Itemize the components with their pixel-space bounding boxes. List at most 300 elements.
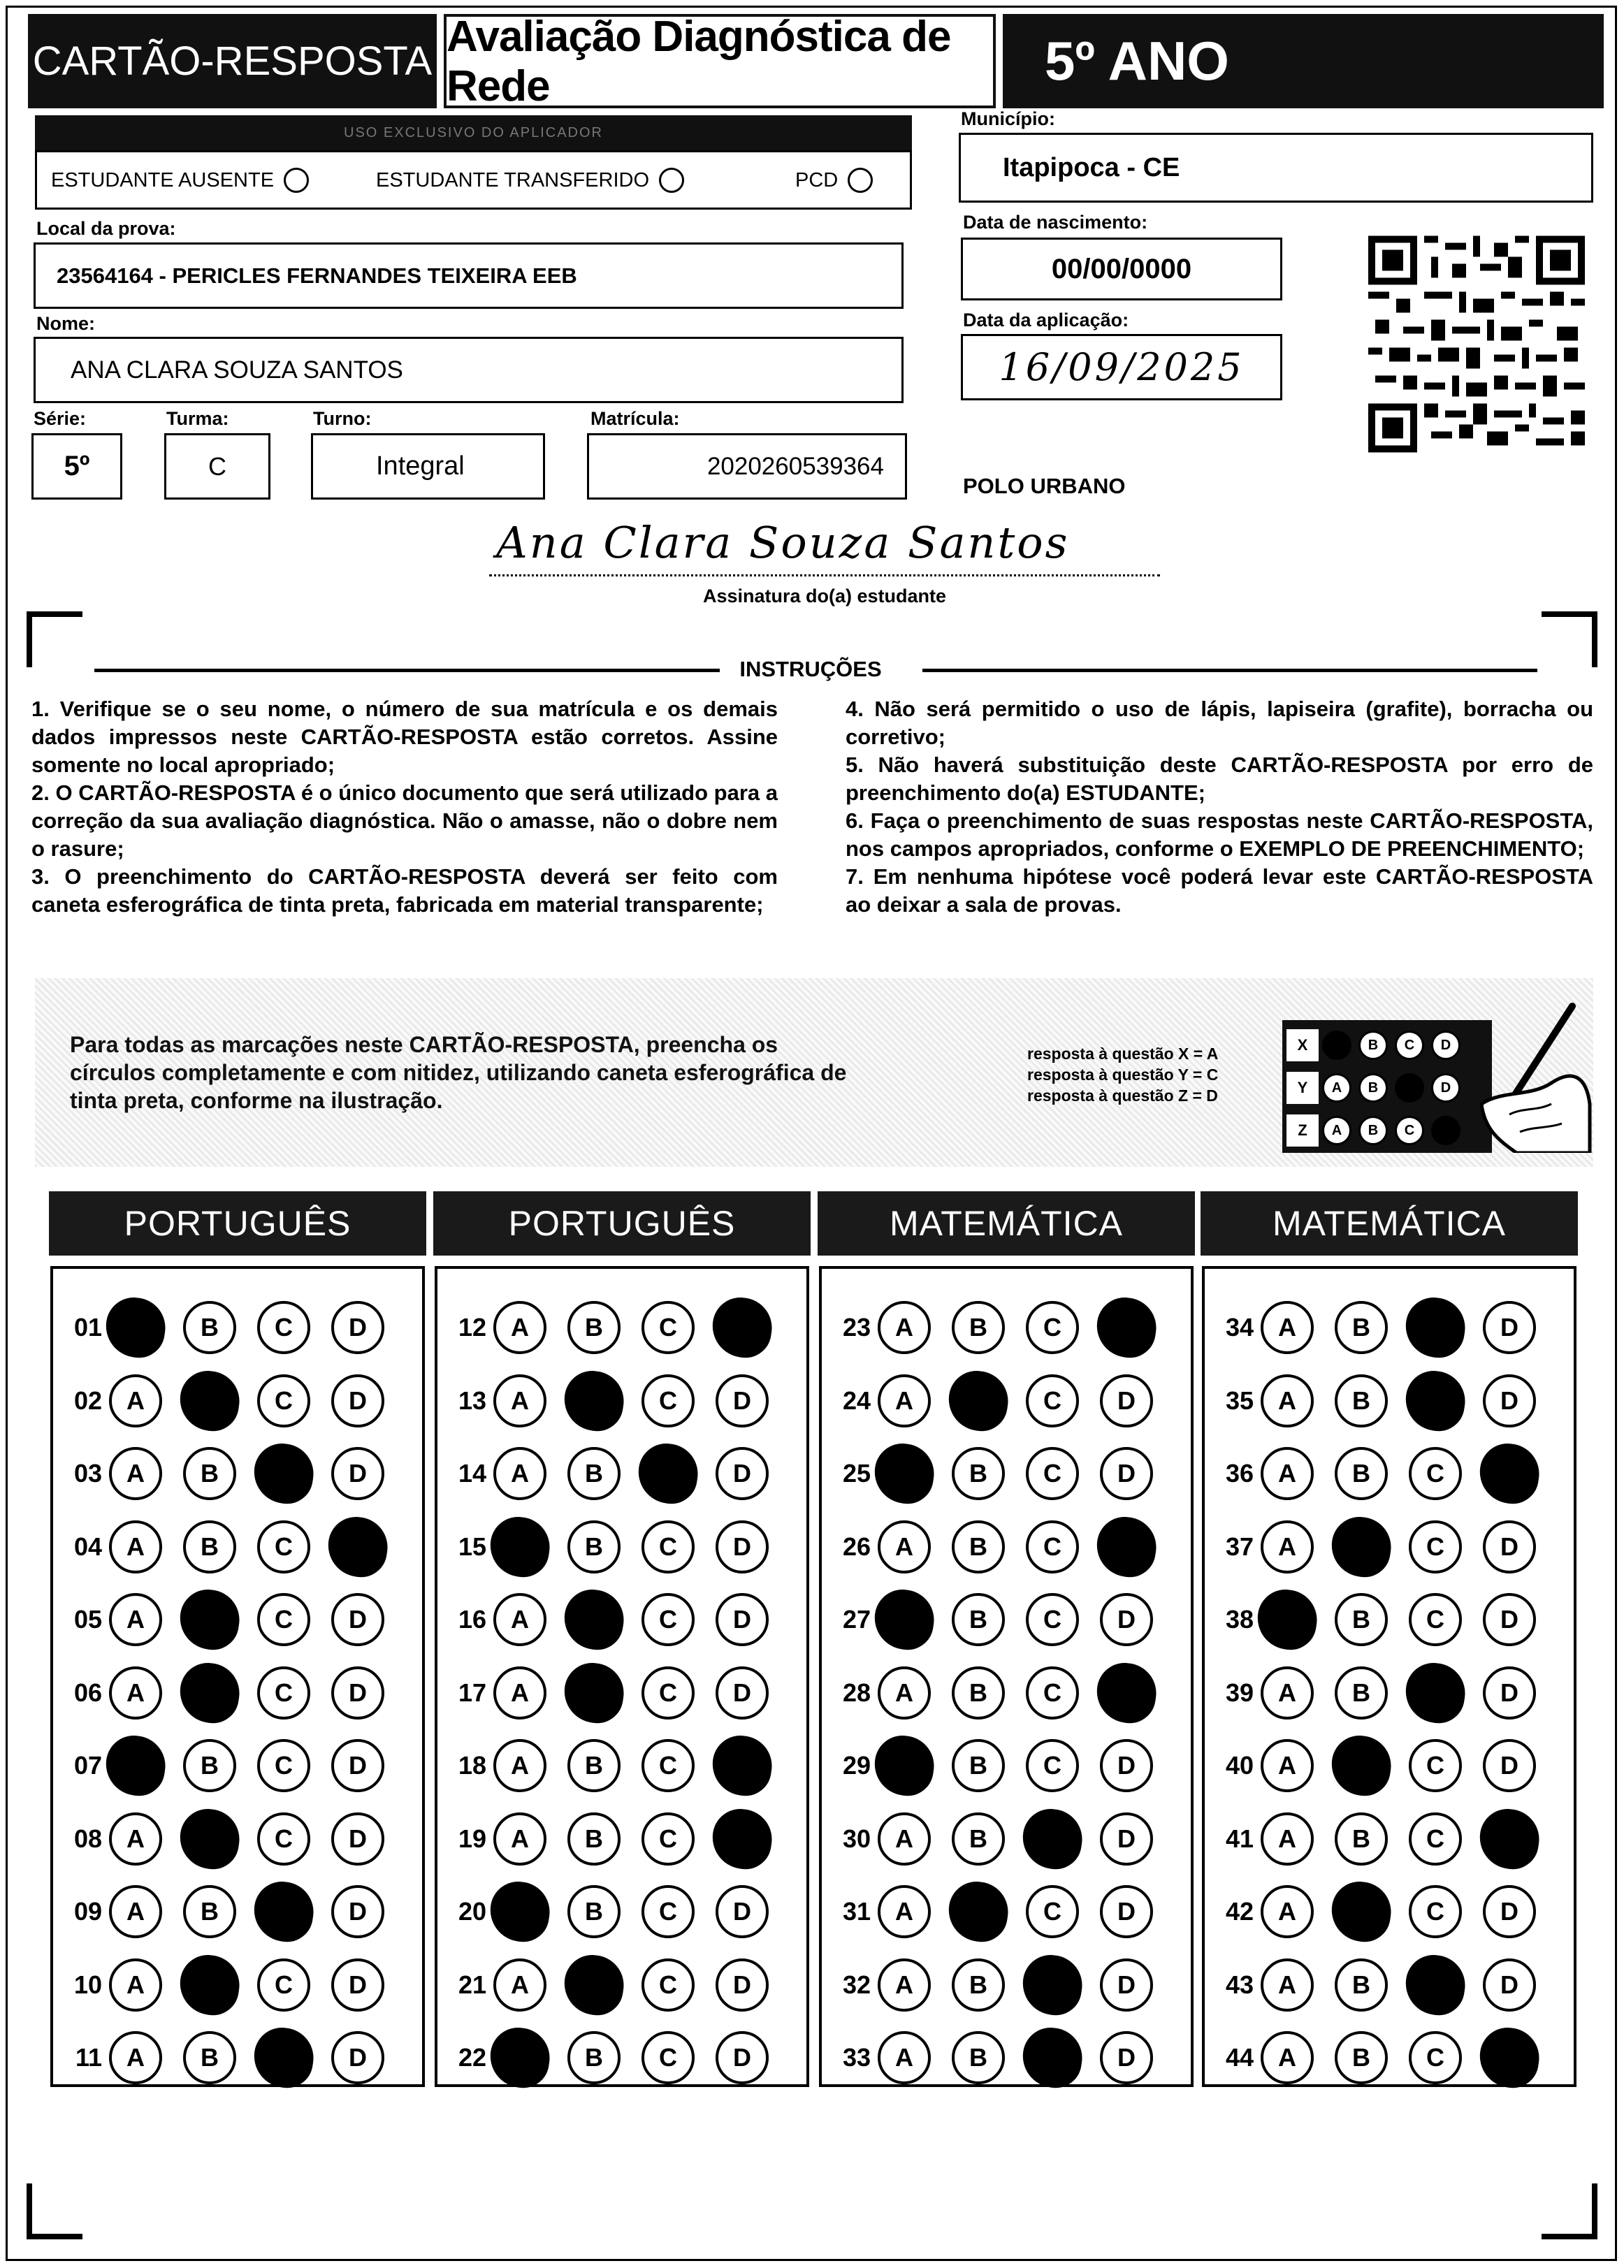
question-row — [437, 1949, 790, 2021]
answer-bubble-c[interactable]: C — [1026, 1520, 1079, 1573]
answer-bubble-a[interactable]: A — [871, 1440, 938, 1507]
answer-bubble-a[interactable]: A — [878, 1301, 931, 1354]
answer-bubble-b[interactable]: B — [952, 1812, 1005, 1866]
answer-bubble-d[interactable]: D — [331, 1301, 384, 1354]
answer-bubble-c[interactable]: C — [1026, 1885, 1079, 1938]
answer-bubble-d[interactable]: D — [331, 1374, 384, 1427]
question-row — [1205, 2021, 1557, 2094]
answer-bubble-c[interactable]: C — [257, 1812, 310, 1866]
nascimento-value: 00/00/0000 — [1051, 253, 1192, 284]
answer-bubble-a[interactable]: A — [109, 1812, 162, 1866]
answer-bubble-d[interactable]: D — [709, 1732, 776, 1799]
example-row-key: Z — [1286, 1114, 1319, 1147]
question-row — [437, 1291, 790, 1364]
instruction-2: 2. O CARTÃO-RESPOSTA é o único documento que será utilizado para a correção da sua avaliação diagnóstica. Não o amasse, não o dobre nem o rasure; — [31, 780, 778, 861]
exam-title: Avaliação Diagnóstica de Rede — [444, 14, 996, 108]
answer-bubble-b[interactable]: B — [183, 1301, 236, 1354]
answer-bubble-b[interactable]: B — [952, 1520, 1005, 1573]
answer-bubble-d[interactable]: D — [716, 1374, 769, 1427]
example-legend — [1027, 1043, 1265, 1106]
question-number: 20 — [458, 1897, 486, 1926]
pcd-circle[interactable] — [848, 168, 873, 193]
answer-bubble-d[interactable]: D — [716, 1885, 769, 1938]
turma-value: C — [208, 451, 226, 481]
municipio-value: Itapipoca - CE — [1003, 152, 1180, 182]
answer-bubble-d[interactable]: D — [1100, 1374, 1153, 1427]
answer-bubble-c[interactable]: C — [257, 1374, 310, 1427]
answer-bubble-b[interactable]: B — [1335, 1812, 1388, 1866]
answer-bubble-d[interactable]: D — [331, 1885, 384, 1938]
answer-bubble-c[interactable]: C — [257, 1593, 310, 1646]
instructions-right — [846, 695, 1593, 919]
answer-bubble-d[interactable]: D — [331, 1666, 384, 1720]
answer-bubble-a[interactable]: A — [1261, 1885, 1314, 1938]
question-number: 31 — [842, 1897, 871, 1926]
turma-box — [164, 433, 270, 500]
answer-bubble-d[interactable]: D — [1100, 1812, 1153, 1866]
answer-bubble-c[interactable]: C — [1019, 1805, 1086, 1872]
answer-bubble-a[interactable]: A — [493, 1301, 546, 1354]
question-number: 19 — [458, 1824, 486, 1853]
question-number: 37 — [1225, 1532, 1254, 1561]
answer-bubble-d[interactable]: D — [1483, 1593, 1536, 1646]
answer-bubble-d[interactable]: D — [331, 1812, 384, 1866]
answer-bubble-b[interactable]: B — [183, 1885, 236, 1938]
answer-bubble-c[interactable]: C — [1402, 1294, 1469, 1361]
answer-bubble-a[interactable]: A — [493, 1666, 546, 1720]
absent-circle[interactable] — [284, 168, 309, 193]
absent-option[interactable] — [51, 168, 309, 193]
qr-code — [1368, 234, 1585, 454]
answer-bubble-a[interactable]: A — [486, 1513, 553, 1580]
answer-bubble-a[interactable]: A — [878, 1520, 931, 1573]
answer-bubble-a[interactable]: A — [493, 1447, 546, 1500]
answer-bubble-a[interactable]: A — [493, 1593, 546, 1646]
subject-header: MATEMÁTICA — [818, 1191, 1195, 1256]
answer-bubble-c[interactable]: C — [1026, 1301, 1079, 1354]
answer-bubble-c[interactable]: C — [1402, 1659, 1469, 1726]
answer-bubble-d[interactable]: D — [1093, 1659, 1160, 1726]
answer-bubble-a[interactable]: A — [1261, 1374, 1314, 1427]
answer-bubble-b[interactable]: B — [1335, 1666, 1388, 1720]
answer-bubble-b[interactable]: B — [952, 2031, 1005, 2084]
question-row — [1205, 1291, 1557, 1364]
turma-label: Turma: — [166, 408, 229, 429]
municipio-label: Município: — [961, 108, 1055, 129]
question-row — [822, 1437, 1174, 1510]
question-row — [1205, 1437, 1557, 1510]
legend-x: resposta à questão X = A — [1027, 1045, 1219, 1063]
answer-bubble-b[interactable]: B — [176, 1659, 243, 1726]
answer-bubble-b[interactable]: B — [952, 1593, 1005, 1646]
question-row — [53, 1875, 405, 1948]
answer-bubble-c[interactable]: C — [641, 1374, 695, 1427]
question-row — [53, 1583, 405, 1656]
answer-bubble-b[interactable]: B — [176, 1805, 243, 1872]
answer-bubble-b[interactable]: B — [567, 1447, 621, 1500]
question-number: 16 — [458, 1605, 486, 1634]
answer-bubble-a[interactable]: A — [1261, 1447, 1314, 1500]
answer-bubble-b[interactable]: B — [567, 1812, 621, 1866]
question-number: 09 — [73, 1897, 102, 1926]
corner-mark-top-left — [27, 611, 82, 667]
answer-bubble-a[interactable]: A — [1254, 1586, 1321, 1653]
answer-bubble-c[interactable]: C — [641, 1739, 695, 1792]
answer-bubble-a[interactable]: A — [878, 1374, 931, 1427]
answer-bubble-d[interactable]: D — [716, 1666, 769, 1720]
question-row — [1205, 1875, 1557, 1948]
question-number: 14 — [458, 1459, 486, 1488]
answer-bubble-b[interactable]: B — [952, 1301, 1005, 1354]
status-box — [35, 150, 912, 210]
example-bubble-a: A — [1322, 1116, 1351, 1145]
aplicacao-box[interactable] — [961, 334, 1282, 400]
answer-bubble-d[interactable]: D — [716, 1520, 769, 1573]
answer-bubble-a[interactable]: A — [493, 1812, 546, 1866]
transferred-circle[interactable] — [659, 168, 684, 193]
answer-bubble-d[interactable]: D — [1476, 1440, 1543, 1507]
answer-bubble-b[interactable]: B — [952, 1739, 1005, 1792]
answer-bubble-d[interactable]: D — [1093, 1513, 1160, 1580]
answer-bubble-b[interactable]: B — [952, 1666, 1005, 1720]
answer-bubble-b[interactable]: B — [1335, 1593, 1388, 1646]
instruction-5: 5. Não haverá substituição deste CARTÃO-RESPOSTA por erro de preenchimento do(a) ESTUDANTE; — [846, 753, 1593, 805]
question-number: 32 — [842, 1970, 871, 1999]
answer-bubble-c[interactable]: C — [641, 2031, 695, 2084]
answer-bubble-a[interactable]: A — [493, 1374, 546, 1427]
answer-bubble-a[interactable]: A — [493, 1739, 546, 1792]
question-number: 05 — [73, 1605, 102, 1634]
matricula-label: Matrícula: — [590, 408, 680, 429]
answer-bubble-d[interactable]: D — [709, 1294, 776, 1361]
answer-bubble-d[interactable]: D — [1476, 1805, 1543, 1872]
legend-y: resposta à questão Y = C — [1027, 1066, 1219, 1084]
answer-bubble-a[interactable]: A — [1261, 1520, 1314, 1573]
question-number: 13 — [458, 1386, 486, 1415]
answer-bubble-a[interactable]: A — [878, 1885, 931, 1938]
question-row — [822, 1365, 1174, 1437]
answer-bubble-a[interactable]: A — [1261, 1812, 1314, 1866]
question-row — [822, 1949, 1174, 2021]
answer-bubble-a[interactable]: A — [486, 1878, 553, 1945]
answer-bubble-b[interactable]: B — [1335, 1301, 1388, 1354]
polo-label: POLO URBANO — [963, 474, 1126, 498]
example-bubble-a: A — [1322, 1031, 1351, 1060]
question-row — [53, 1657, 405, 1729]
question-number: 17 — [458, 1678, 486, 1707]
answer-bubble-a[interactable]: A — [1261, 1301, 1314, 1354]
answer-bubble-c[interactable]: C — [250, 1440, 317, 1507]
question-row — [53, 1437, 405, 1510]
question-row — [53, 1803, 405, 1875]
answer-bubble-a[interactable]: A — [102, 1732, 169, 1799]
question-row — [1205, 1729, 1557, 1802]
answer-bubble-a[interactable]: A — [109, 1666, 162, 1720]
local-label: Local da prova: — [36, 218, 176, 239]
answer-bubble-b[interactable]: B — [945, 1878, 1012, 1945]
answer-bubble-b[interactable]: B — [1328, 1878, 1395, 1945]
answer-bubble-c[interactable]: C — [1402, 1367, 1469, 1434]
answer-bubble-c[interactable]: C — [257, 1520, 310, 1573]
answer-bubble-a[interactable]: A — [109, 1374, 162, 1427]
answer-bubble-d[interactable]: D — [331, 1958, 384, 2012]
answer-bubble-c[interactable]: C — [1409, 1812, 1462, 1866]
answer-bubble-a[interactable]: A — [871, 1586, 938, 1653]
serie-label: Série: — [34, 408, 87, 429]
answer-bubble-b[interactable]: B — [952, 1958, 1005, 2012]
signature-text: Ana Clara Souza Santos — [496, 517, 1070, 568]
example-bubble-c: C — [1395, 1031, 1424, 1060]
answer-bubble-a[interactable]: A — [109, 1593, 162, 1646]
instructions-rule-right — [922, 669, 1537, 672]
answer-bubble-a[interactable]: A — [1261, 1739, 1314, 1792]
answer-bubble-b[interactable]: B — [560, 1367, 628, 1434]
question-row — [53, 1949, 405, 2021]
answer-bubble-d[interactable]: D — [1093, 1294, 1160, 1361]
signature — [482, 517, 1167, 580]
question-row — [437, 2021, 790, 2094]
answer-bubble-a[interactable]: A — [109, 2031, 162, 2084]
answer-bubble-c[interactable]: C — [641, 1301, 695, 1354]
question-number: 08 — [73, 1824, 102, 1853]
answer-bubble-a[interactable]: A — [878, 2031, 931, 2084]
answer-bubble-a[interactable]: A — [1261, 1666, 1314, 1720]
answer-bubble-d[interactable]: D — [1100, 1447, 1153, 1500]
answer-bubble-c[interactable]: C — [250, 2024, 317, 2091]
question-row — [822, 1511, 1174, 1583]
absent-label: ESTUDANTE AUSENTE — [51, 168, 275, 191]
answer-bubble-a[interactable]: A — [109, 1520, 162, 1573]
question-number: 34 — [1225, 1313, 1254, 1342]
answer-bubble-b[interactable]: B — [567, 1885, 621, 1938]
answer-bubble-a[interactable]: A — [878, 1812, 931, 1866]
answer-bubble-c[interactable]: C — [257, 1958, 310, 2012]
answer-bubble-c[interactable]: C — [257, 1301, 310, 1354]
answer-bubble-a[interactable]: A — [871, 1732, 938, 1799]
answer-bubble-d[interactable]: D — [716, 1593, 769, 1646]
question-row — [437, 1729, 790, 1802]
answer-bubble-b[interactable]: B — [183, 2031, 236, 2084]
card-title: CARTÃO-RESPOSTA — [28, 14, 437, 108]
answer-bubble-d[interactable]: D — [1100, 2031, 1153, 2084]
answer-bubble-d[interactable]: D — [1100, 1739, 1153, 1792]
example-bubble-d: D — [1431, 1073, 1460, 1103]
corner-mark-bottom-right — [1542, 2183, 1597, 2239]
subject-header: MATEMÁTICA — [1201, 1191, 1578, 1256]
question-number: 24 — [842, 1386, 871, 1415]
answer-bubble-c[interactable]: C — [641, 1958, 695, 2012]
answer-bubble-a[interactable]: A — [109, 1447, 162, 1500]
question-number: 40 — [1225, 1751, 1254, 1780]
answer-bubble-a[interactable]: A — [1261, 1958, 1314, 2012]
nome-value: ANA CLARA SOUZA SANTOS — [71, 356, 403, 384]
answer-bubble-c[interactable]: C — [257, 1666, 310, 1720]
answer-bubble-a[interactable]: A — [493, 1958, 546, 2012]
answer-bubble-c[interactable]: C — [1026, 1447, 1079, 1500]
answer-bubble-c[interactable]: C — [641, 1812, 695, 1866]
question-number: 41 — [1225, 1824, 1254, 1853]
answer-bubble-a[interactable]: A — [1261, 2031, 1314, 2084]
answer-bubble-b[interactable]: B — [183, 1520, 236, 1573]
question-number: 26 — [842, 1532, 871, 1561]
question-row — [822, 1803, 1174, 1875]
question-number: 42 — [1225, 1897, 1254, 1926]
answer-bubble-b[interactable]: B — [945, 1367, 1012, 1434]
answer-bubble-a[interactable]: A — [878, 1958, 931, 2012]
question-number: 21 — [458, 1970, 486, 1999]
answer-block — [1202, 1266, 1576, 2087]
answer-bubble-b[interactable]: B — [567, 1520, 621, 1573]
question-row — [437, 1511, 790, 1583]
answer-block — [50, 1266, 425, 2087]
question-number: 10 — [73, 1970, 102, 1999]
answer-bubble-a[interactable]: A — [109, 1958, 162, 2012]
answer-bubble-d[interactable]: D — [1483, 1666, 1536, 1720]
question-row — [822, 1291, 1174, 1364]
answer-bubble-d[interactable]: D — [331, 2031, 384, 2084]
question-row — [1205, 1949, 1557, 2021]
answer-bubble-c[interactable]: C — [1026, 1593, 1079, 1646]
answer-bubble-a[interactable]: A — [109, 1885, 162, 1938]
answer-bubble-c[interactable]: C — [1026, 1666, 1079, 1720]
answer-bubble-c[interactable]: C — [641, 1885, 695, 1938]
answer-bubble-b[interactable]: B — [176, 1951, 243, 2018]
answer-bubble-d[interactable]: D — [324, 1513, 391, 1580]
example-bubble-b: B — [1358, 1073, 1388, 1103]
subject-header: PORTUGUÊS — [49, 1191, 426, 1256]
answer-bubble-c[interactable]: C — [635, 1440, 702, 1507]
question-number: 23 — [842, 1313, 871, 1342]
example-row-key: Y — [1286, 1072, 1319, 1104]
answer-bubble-d[interactable]: D — [716, 1447, 769, 1500]
answer-bubble-a[interactable]: A — [878, 1666, 931, 1720]
answer-bubble-b[interactable]: B — [176, 1586, 243, 1653]
instruction-7: 7. Em nenhuma hipótese você poderá levar este CARTÃO-RESPOSTA ao deixar a sala de provas. — [846, 864, 1593, 917]
answer-bubble-c[interactable]: C — [1026, 1374, 1079, 1427]
question-row — [822, 1875, 1174, 1948]
turno-value: Integral — [376, 451, 465, 481]
question-row — [1205, 1365, 1557, 1437]
answer-bubble-b[interactable]: B — [1328, 1732, 1395, 1799]
answer-bubble-b[interactable]: B — [1335, 2031, 1388, 2084]
matricula-box — [587, 433, 907, 500]
answer-bubble-d[interactable]: D — [1100, 1958, 1153, 2012]
pcd-option[interactable] — [795, 168, 873, 193]
answer-bubble-d[interactable]: D — [716, 2031, 769, 2084]
example-bubble-a: A — [1322, 1073, 1351, 1103]
answer-bubble-c[interactable]: C — [641, 1520, 695, 1573]
question-row — [53, 1365, 405, 1437]
answer-bubble-c[interactable]: C — [257, 1739, 310, 1792]
answer-bubble-b[interactable]: B — [567, 1301, 621, 1354]
answer-bubble-c[interactable]: C — [641, 1666, 695, 1720]
answer-bubble-c[interactable]: C — [1409, 1739, 1462, 1792]
answer-bubble-d[interactable]: D — [331, 1739, 384, 1792]
question-row — [1205, 1511, 1557, 1583]
example-bubble-c: C — [1395, 1073, 1424, 1103]
answer-bubble-d[interactable]: D — [1483, 1739, 1536, 1792]
answer-bubble-d[interactable]: D — [1483, 1301, 1536, 1354]
answer-bubble-a[interactable]: A — [102, 1294, 169, 1361]
question-number: 01 — [73, 1313, 102, 1342]
transferred-option[interactable] — [376, 168, 684, 193]
answer-bubble-c[interactable]: C — [641, 1593, 695, 1646]
instructions-title: INSTRUÇÕES — [727, 657, 894, 682]
question-number: 03 — [73, 1459, 102, 1488]
answer-bubble-b[interactable]: B — [560, 1586, 628, 1653]
answer-bubble-d[interactable]: D — [1483, 1374, 1536, 1427]
grade-title: 5º ANO — [1003, 14, 1604, 108]
answer-bubble-d[interactable]: D — [331, 1593, 384, 1646]
signature-line — [489, 574, 1160, 576]
answer-bubble-b[interactable]: B — [567, 2031, 621, 2084]
answer-bubble-c[interactable]: C — [1409, 2031, 1462, 2084]
answer-bubble-b[interactable]: B — [183, 1447, 236, 1500]
answer-bubble-d[interactable]: D — [1100, 1593, 1153, 1646]
question-number: 04 — [73, 1532, 102, 1561]
answer-bubble-d[interactable]: D — [716, 1958, 769, 2012]
answer-bubble-b[interactable]: B — [1335, 1374, 1388, 1427]
question-number: 02 — [73, 1386, 102, 1415]
question-row — [1205, 1583, 1557, 1656]
answer-bubble-b[interactable]: B — [1335, 1958, 1388, 2012]
nascimento-box — [961, 238, 1282, 300]
question-number: 29 — [842, 1751, 871, 1780]
question-row — [53, 1729, 405, 1802]
answer-bubble-c[interactable]: C — [1409, 1447, 1462, 1500]
answer-bubble-b[interactable]: B — [567, 1739, 621, 1792]
question-number: 33 — [842, 2043, 871, 2072]
answer-bubble-d[interactable]: D — [1483, 1885, 1536, 1938]
legend-z: resposta à questão Z = D — [1027, 1086, 1218, 1105]
answer-bubble-d[interactable]: D — [709, 1805, 776, 1872]
local-value: 23564164 - PERICLES FERNANDES TEIXEIRA EEB — [57, 263, 577, 288]
answer-bubble-c[interactable]: C — [1409, 1885, 1462, 1938]
answer-bubble-b[interactable]: B — [560, 1659, 628, 1726]
answer-bubble-d[interactable]: D — [331, 1447, 384, 1500]
question-row — [53, 1511, 405, 1583]
question-number: 27 — [842, 1605, 871, 1634]
answer-bubble-c[interactable]: C — [1019, 2024, 1086, 2091]
answer-bubble-b[interactable]: B — [1335, 1447, 1388, 1500]
answer-bubble-d[interactable]: D — [1476, 2024, 1543, 2091]
answer-bubble-d[interactable]: D — [1483, 1520, 1536, 1573]
answer-bubble-b[interactable]: B — [952, 1447, 1005, 1500]
answer-bubble-b[interactable]: B — [560, 1951, 628, 2018]
question-number: 44 — [1225, 2043, 1254, 2072]
answer-bubble-d[interactable]: D — [1483, 1958, 1536, 2012]
answer-bubble-b[interactable]: B — [183, 1739, 236, 1792]
answer-bubble-c[interactable]: C — [1402, 1951, 1469, 2018]
example-bubble-b: B — [1358, 1031, 1388, 1060]
transferred-label: ESTUDANTE TRANSFERIDO — [376, 168, 650, 191]
answer-bubble-c[interactable]: C — [1409, 1593, 1462, 1646]
answer-bubble-c[interactable]: C — [1026, 1739, 1079, 1792]
answer-bubble-b[interactable]: B — [1328, 1513, 1395, 1580]
answer-bubble-d[interactable]: D — [1100, 1885, 1153, 1938]
aplicacao-value: 16/09/2025 — [999, 345, 1245, 389]
answer-bubble-c[interactable]: C — [1019, 1951, 1086, 2018]
question-number: 36 — [1225, 1459, 1254, 1488]
matricula-value: 2020260539364 — [706, 452, 884, 480]
example-text: Para todas as marcações neste CARTÃO-RESPOSTA, preencha os círculos completamente e com nitidez, utilizando caneta esferográfica de tinta preta, conforme na ilustração. — [70, 1032, 847, 1113]
answer-bubble-c[interactable]: C — [1409, 1520, 1462, 1573]
instructions-left — [31, 695, 778, 919]
answer-bubble-b[interactable]: B — [176, 1367, 243, 1434]
example-bubble-d: D — [1431, 1031, 1460, 1060]
answer-bubble-c[interactable]: C — [250, 1878, 317, 1945]
answer-bubble-a[interactable]: A — [486, 2024, 553, 2091]
